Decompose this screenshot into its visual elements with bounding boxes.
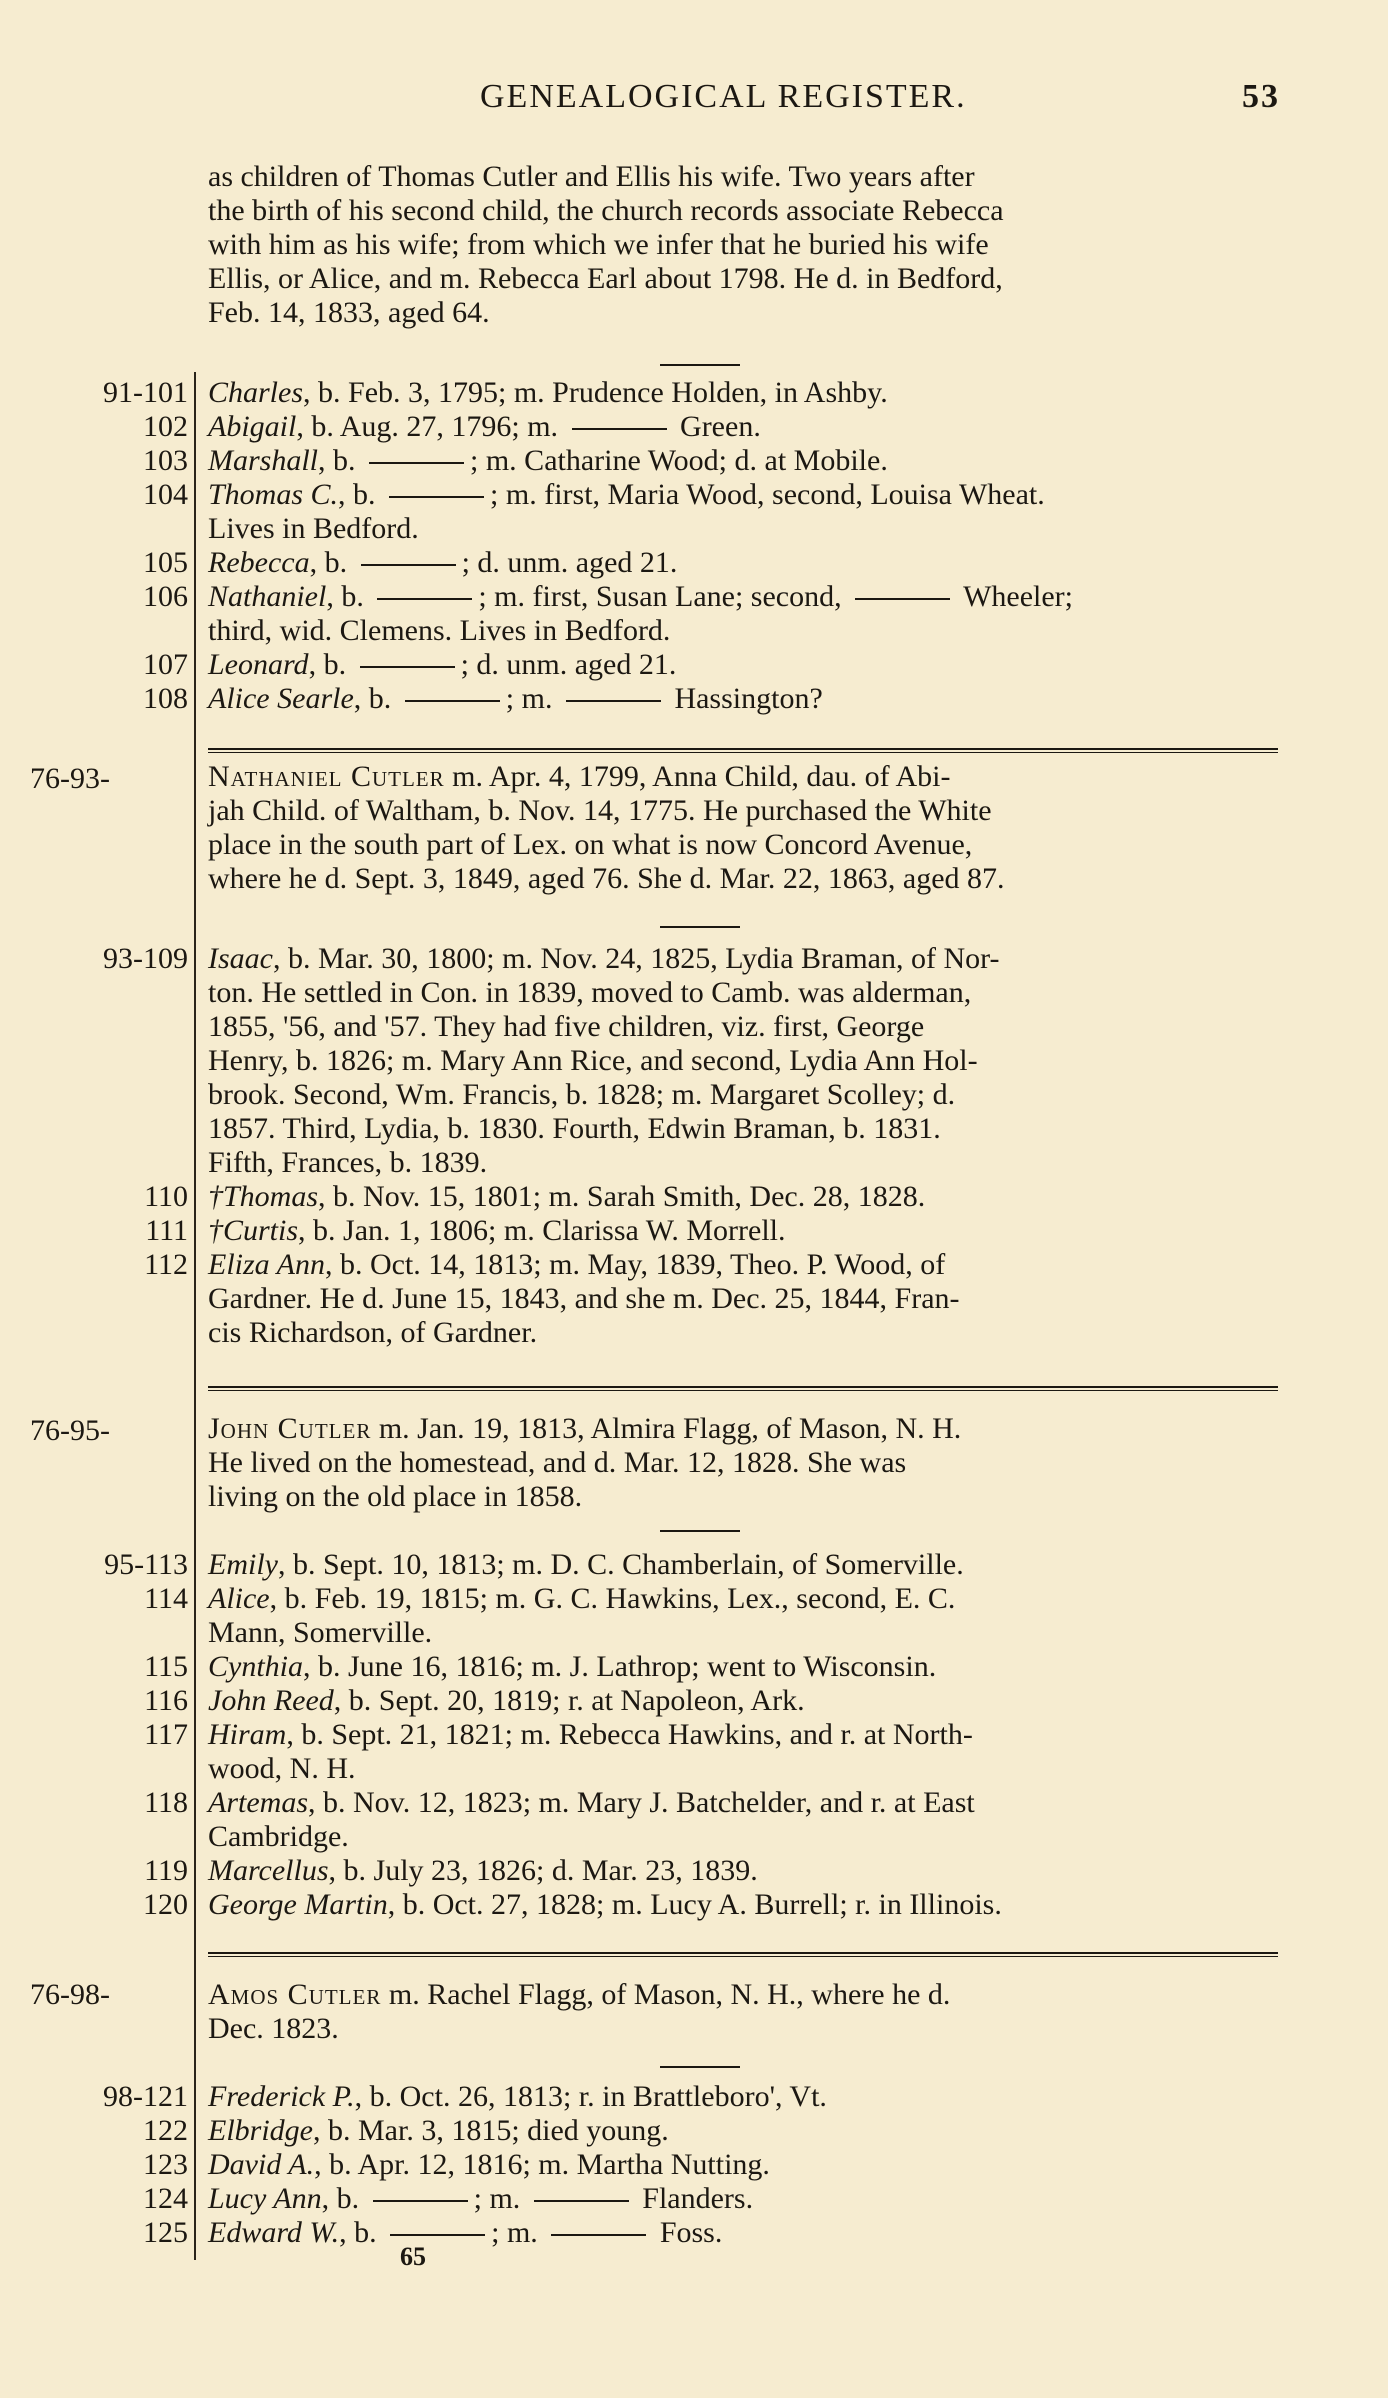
text-line: Ellis, or Alice, and m. Rebecca Earl about 1798. He d. in Bedford, <box>208 262 1003 295</box>
child-entry <box>143 2114 1278 2148</box>
entry-text: , b. ; m. Hassington? <box>353 682 823 715</box>
entry-number: 124 <box>143 2182 188 2215</box>
child-name: Eliza Ann <box>208 1248 325 1281</box>
separator <box>660 1530 740 1532</box>
entry-text: , b. Oct. 14, 1813; m. May, 1839, Theo. P. Wood, of <box>324 1248 946 1281</box>
entry-number: 95-113 <box>104 1548 188 1581</box>
entry-number: 103 <box>143 444 188 477</box>
entry-text: , b. ; m. Flanders. <box>321 2182 754 2215</box>
entry-text: where he d. Sept. 3, 1849, aged 76. She d. Mar. 22, 1863, aged 87. <box>208 862 1005 895</box>
blank-dash <box>405 700 500 702</box>
child-name: Marshall <box>208 444 319 477</box>
blank-dash <box>855 598 950 600</box>
text-line <box>208 1078 1278 1112</box>
entry-number: 115 <box>144 1650 188 1683</box>
text-line <box>208 1044 1278 1078</box>
entry-text: , b. ; m. Catharine Wood; d. at Mobile. <box>318 444 888 477</box>
entry-text: , b. Oct. 26, 1813; r. in Brattleboro', Vt. <box>354 2080 827 2113</box>
entry-text: , b. Apr. 12, 1816; m. Martha Nutting. <box>314 2148 770 2181</box>
child-name: George Martin <box>208 1888 388 1921</box>
child-entry <box>145 1214 1278 1248</box>
child-entry <box>143 648 1278 682</box>
entry-text: jah Child. of Waltham, b. Nov. 14, 1775. He purchased the White <box>208 794 992 827</box>
child-entry <box>144 1180 1278 1214</box>
child-name: Alice <box>208 1582 270 1615</box>
entry-text: , b. Mar. 30, 1800; m. Nov. 24, 1825, Lydia Braman, of Nor- <box>272 942 1000 975</box>
margin-rule <box>194 372 196 2260</box>
entry-text: 1855, '56, and '57. They had five children, viz. first, George <box>208 1010 925 1043</box>
text-line <box>208 2148 1278 2182</box>
entry-text: , b. ; d. unm. aged 21. <box>308 648 677 681</box>
child-entry <box>144 1718 1278 1786</box>
child-entry <box>104 1548 1278 1582</box>
separator-double <box>208 1952 1278 1954</box>
child-name: Nathaniel <box>208 580 327 613</box>
text-line <box>208 1786 1278 1820</box>
entry-text: , b. Mar. 3, 1815; died young. <box>313 2114 669 2147</box>
text-line <box>208 1718 1278 1752</box>
running-header <box>480 78 1280 128</box>
child-entry <box>143 546 1278 580</box>
text-line <box>208 410 1278 444</box>
entry-text: , b. June 16, 1816; m. J. Lathrop; went to Wisconsin. <box>303 1650 937 1683</box>
text-line <box>208 444 1278 478</box>
children-list-4 <box>103 2080 1278 2250</box>
text-line <box>208 1752 1278 1786</box>
entry-text: , b. Sept. 21, 1821; m. Rebecca Hawkins, and r. at North- <box>286 1718 973 1751</box>
child-name: Edward W. <box>208 2216 340 2249</box>
entry-text: cis Richardson, of Gardner. <box>208 1316 538 1349</box>
entry-number: 110 <box>144 1180 188 1213</box>
child-entry <box>143 478 1278 546</box>
text-line <box>208 2012 1278 2046</box>
entry-text: , b. Feb. 19, 1815; m. G. C. Hawkins, Lex., second, E. C. <box>269 1582 956 1615</box>
separator-double-thin <box>208 752 1278 753</box>
text-line <box>208 1010 1278 1044</box>
child-name: Frederick P. <box>208 2080 355 2113</box>
children-list-3 <box>104 1548 1278 1922</box>
text-line <box>208 2216 1278 2250</box>
entry-text: m. Rachel Flagg, of Mason, N. H., where he d. <box>381 1978 951 2011</box>
text-line <box>208 2114 1278 2148</box>
text-line <box>208 512 1278 546</box>
entry-text: Cambridge. <box>208 1820 349 1853</box>
child-name: Alice Searle <box>208 682 354 715</box>
entry-number: 105 <box>143 546 188 579</box>
page-number: 53 <box>1242 78 1280 115</box>
generation-number: 76-93- <box>30 762 110 795</box>
entry-number: 125 <box>143 2216 188 2249</box>
entry-text: , b. Sept. 10, 1813; m. D. C. Chamberlain, of Somerville. <box>277 1548 964 1581</box>
entry-number: 111 <box>145 1214 188 1247</box>
text-line <box>208 1480 1278 1514</box>
entry-text: m. Jan. 19, 1813, Almira Flagg, of Mason, N. H. <box>371 1412 962 1445</box>
signature-mark: 65 <box>400 2242 426 2271</box>
text-line <box>208 794 1278 828</box>
child-entry <box>143 682 1278 716</box>
entry-number: 117 <box>144 1718 188 1751</box>
child-entry <box>144 1854 1278 1888</box>
entry-number: 104 <box>143 478 188 511</box>
entry-text: , b. ; m. Foss. <box>339 2216 723 2249</box>
text-line <box>208 976 1278 1010</box>
entry-number: 123 <box>143 2148 188 2181</box>
child-name: Lucy Ann <box>208 2182 322 2215</box>
entry-number: 102 <box>143 410 188 443</box>
intro-paragraph <box>208 160 1278 330</box>
child-name: John Reed <box>208 1684 334 1717</box>
entry-text: Gardner. He d. June 15, 1843, and she m. Dec. 25, 1844, Fran- <box>208 1282 960 1315</box>
text-line <box>208 682 1278 716</box>
entry-text: , b. ; m. first, Maria Wood, second, Louisa Wheat. <box>338 478 1045 511</box>
entry-text: 1857. Third, Lydia, b. 1830. Fourth, Edwin Braman, b. 1831. <box>208 1112 941 1145</box>
child-name: †Curtis <box>208 1214 299 1247</box>
text-line <box>208 1978 1278 2012</box>
blank-dash <box>390 2234 485 2236</box>
entry-number: 114 <box>144 1582 188 1615</box>
text-line: as children of Thomas Cutler and Ellis his wife. Two years after <box>208 160 975 193</box>
child-name: Thomas C. <box>208 478 339 511</box>
generation-number: 76-98- <box>30 1978 110 2011</box>
entry-text: Fifth, Frances, b. 1839. <box>208 1146 488 1179</box>
blank-dash <box>389 496 484 498</box>
entry-text: place in the south part of Lex. on what is now Concord Avenue, <box>208 828 973 861</box>
child-name: Rebecca <box>208 546 310 579</box>
entry-text: , b. Nov. 12, 1823; m. Mary J. Batchelder, and r. at East <box>308 1786 975 1819</box>
child-name: Hiram <box>208 1718 287 1751</box>
entry-number: 106 <box>143 580 188 613</box>
text-line <box>208 2182 1278 2216</box>
blank-dash <box>551 2234 646 2236</box>
child-entry <box>143 2216 1278 2250</box>
entry-text: , b. ; m. first, Susan Lane; second, Wheeler; <box>326 580 1074 613</box>
blank-dash <box>566 700 661 702</box>
child-entry <box>143 580 1278 648</box>
child-name: Marcellus <box>208 1854 329 1887</box>
separator-double <box>208 1386 1278 1388</box>
child-entry <box>144 1684 1278 1718</box>
entry-text: , b. Aug. 27, 1796; m. Green. <box>296 410 761 443</box>
child-name: Artemas <box>208 1786 308 1819</box>
header-title: GENEALOGICAL REGISTER. <box>480 78 967 115</box>
child-entry <box>144 1582 1278 1650</box>
text-line <box>208 828 1278 862</box>
text-line <box>208 1888 1278 1922</box>
blank-dash <box>572 428 667 430</box>
separator <box>660 926 740 928</box>
text-line <box>208 478 1278 512</box>
text-line <box>208 546 1278 580</box>
entry-number: 122 <box>143 2114 188 2147</box>
text-line <box>208 1248 1278 1282</box>
generation-number: 76-95- <box>30 1414 110 1447</box>
child-entry <box>143 2148 1278 2182</box>
text-line <box>208 1180 1278 1214</box>
child-name: David A. <box>208 2148 315 2181</box>
family-head-name: Amos Cutler <box>208 1978 382 2011</box>
entry-number: 119 <box>144 1854 188 1887</box>
entry-text: Lives in Bedford. <box>208 512 419 545</box>
text-line <box>208 1446 1278 1480</box>
blank-dash <box>534 2200 629 2202</box>
text-line: with him as his wife; from which we infer that he buried his wife <box>208 228 989 261</box>
blank-dash <box>373 2200 468 2202</box>
text-line <box>208 1412 1278 1446</box>
child-name: Leonard <box>208 648 309 681</box>
child-entry <box>143 410 1278 444</box>
entry-number: 118 <box>144 1786 188 1819</box>
family-paragraph-4 <box>208 1978 1278 2046</box>
blank-dash <box>361 564 456 566</box>
entry-text: , b. July 23, 1826; d. Mar. 23, 1839. <box>328 1854 758 1887</box>
child-name: Emily <box>208 1548 278 1581</box>
separator <box>660 2066 740 2068</box>
child-entry <box>103 942 1278 1180</box>
separator-double <box>208 748 1278 750</box>
text-line <box>208 1548 1278 1582</box>
entry-text: third, wid. Clemens. Lives in Bedford. <box>208 614 671 647</box>
child-entry <box>103 376 1278 410</box>
blank-dash <box>377 598 472 600</box>
entry-text: , b. ; d. unm. aged 21. <box>309 546 678 579</box>
entry-number: 93-109 <box>103 942 188 975</box>
child-entry <box>144 1650 1278 1684</box>
entry-number: 98-121 <box>103 2080 188 2113</box>
text-line <box>208 1582 1278 1616</box>
blank-dash <box>369 462 464 464</box>
child-entry <box>103 2080 1278 2114</box>
child-entry <box>143 1888 1278 1922</box>
entry-text: wood, N. H. <box>208 1752 356 1785</box>
child-entry <box>143 2182 1278 2216</box>
text-line <box>208 1684 1278 1718</box>
child-name: Charles <box>208 376 304 409</box>
entry-text: , b. Jan. 1, 1806; m. Clarissa W. Morrell. <box>298 1214 786 1247</box>
text-line <box>208 1316 1278 1350</box>
entry-number: 91-101 <box>103 376 188 409</box>
entry-text: , b. Sept. 20, 1819; r. at Napoleon, Ark. <box>333 1684 805 1717</box>
entry-text: Mann, Somerville. <box>208 1616 433 1649</box>
entry-text: Dec. 1823. <box>208 2012 339 2045</box>
child-entry <box>144 1786 1278 1854</box>
child-name: Abigail <box>208 410 297 443</box>
text-line <box>208 1282 1278 1316</box>
entry-text: , b. Nov. 15, 1801; m. Sarah Smith, Dec. 28, 1828. <box>318 1180 926 1213</box>
text-line <box>208 1112 1278 1146</box>
child-name: Cynthia <box>208 1650 303 1683</box>
entry-text: Henry, b. 1826; m. Mary Ann Rice, and second, Lydia Ann Hol- <box>208 1044 978 1077</box>
children-list-1 <box>103 376 1278 716</box>
family-paragraph-2 <box>208 760 1278 896</box>
text-line <box>208 1214 1278 1248</box>
text-line <box>208 1820 1278 1854</box>
text-line <box>208 376 1278 410</box>
child-name: †Thomas <box>208 1180 319 1213</box>
text-line: the birth of his second child, the church records associate Rebecca <box>208 194 1004 227</box>
entry-text: ton. He settled in Con. in 1839, moved to Camb. was alderman, <box>208 976 972 1009</box>
child-entry <box>144 1248 1278 1350</box>
entry-number: 116 <box>144 1684 188 1717</box>
separator <box>660 364 740 366</box>
child-name: Isaac <box>208 942 273 975</box>
text-line <box>208 2080 1278 2114</box>
text-line <box>208 614 1278 648</box>
text-line <box>208 942 1278 976</box>
text-line: Feb. 14, 1833, aged 64. <box>208 296 490 329</box>
separator-double-thin <box>208 1956 1278 1957</box>
text-line <box>208 580 1278 614</box>
child-entry <box>143 444 1278 478</box>
text-line <box>208 1650 1278 1684</box>
text-line <box>208 1616 1278 1650</box>
entry-number: 112 <box>144 1248 188 1281</box>
family-head-name: John Cutler <box>208 1412 372 1445</box>
family-head-name: Nathaniel Cutler <box>208 760 445 793</box>
entry-text: m. Apr. 4, 1799, Anna Child, dau. of Abi- <box>444 760 951 793</box>
entry-number: 107 <box>143 648 188 681</box>
text-line <box>208 1854 1278 1888</box>
entry-text: , b. Oct. 27, 1828; m. Lucy A. Burrell; r. in Illinois. <box>387 1888 1002 1921</box>
child-name: Elbridge <box>208 2114 313 2147</box>
entry-text: living on the old place in 1858. <box>208 1480 583 1513</box>
family-paragraph-3 <box>208 1412 1278 1514</box>
entry-number: 120 <box>143 1888 188 1921</box>
blank-dash <box>360 666 455 668</box>
separator-double-thin <box>208 1390 1278 1391</box>
children-list-2 <box>103 942 1278 1350</box>
entry-text: brook. Second, Wm. Francis, b. 1828; m. Margaret Scolley; d. <box>208 1078 956 1111</box>
text-line <box>208 648 1278 682</box>
text-line <box>208 760 1278 794</box>
text-line <box>208 1146 1278 1180</box>
entry-text: , b. Feb. 3, 1795; m. Prudence Holden, in Ashby. <box>303 376 888 409</box>
entry-number: 108 <box>143 682 188 715</box>
entry-text: He lived on the homestead, and d. Mar. 12, 1828. She was <box>208 1446 907 1479</box>
text-line <box>208 862 1278 896</box>
